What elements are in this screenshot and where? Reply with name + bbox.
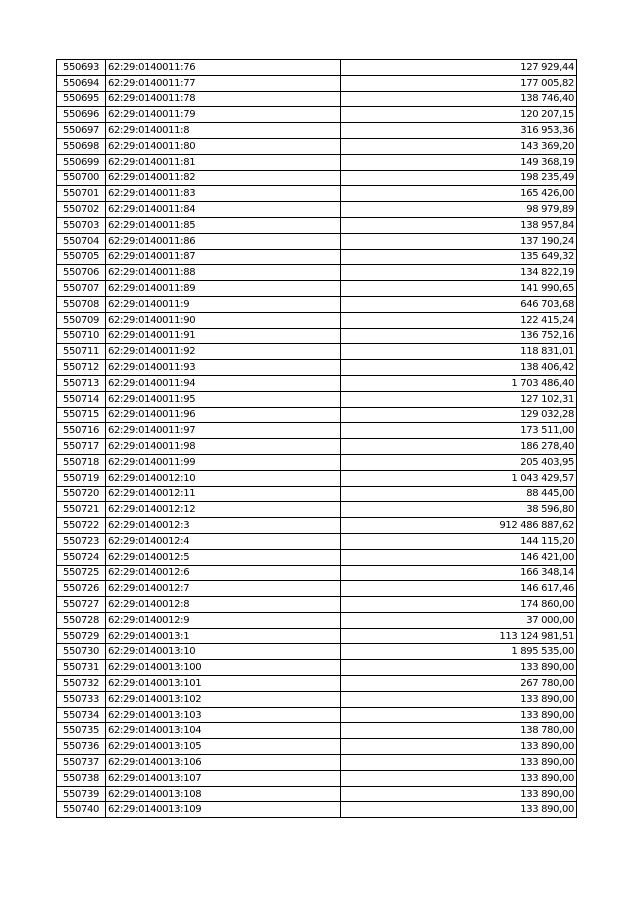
row-number-cell: 550740 (57, 802, 106, 818)
table-row (57, 786, 577, 802)
cadastral-number-cell: 62:29:0140013:107 (106, 770, 341, 786)
table-row (57, 691, 577, 707)
cadastral-value-cell: 127 102,31 (341, 391, 577, 407)
table-row (57, 391, 577, 407)
cadastral-number-cell: 62:29:0140012:9 (106, 612, 341, 628)
table-row (57, 170, 577, 186)
row-number-cell: 550719 (57, 470, 106, 486)
table-row (57, 660, 577, 676)
row-number-cell: 550720 (57, 486, 106, 502)
table-row (57, 312, 577, 328)
cadastral-number-cell: 62:29:0140011:86 (106, 233, 341, 249)
row-number-cell: 550717 (57, 439, 106, 455)
row-number-cell: 550712 (57, 360, 106, 376)
cadastral-number-cell: 62:29:0140011:89 (106, 281, 341, 297)
cadastral-value-cell: 1 703 486,40 (341, 375, 577, 391)
cadastral-number-cell: 62:29:0140013:108 (106, 786, 341, 802)
row-number-cell: 550702 (57, 202, 106, 218)
row-number-cell: 550739 (57, 786, 106, 802)
row-number-cell: 550732 (57, 676, 106, 692)
row-number-cell: 550710 (57, 328, 106, 344)
cadastral-number-cell: 62:29:0140013:100 (106, 660, 341, 676)
row-number-cell: 550700 (57, 170, 106, 186)
cadastral-value-cell: 133 890,00 (341, 755, 577, 771)
row-number-cell: 550733 (57, 691, 106, 707)
cadastral-number-cell: 62:29:0140011:85 (106, 217, 341, 233)
cadastral-number-cell: 62:29:0140013:106 (106, 755, 341, 771)
table-row (57, 612, 577, 628)
table-row (57, 91, 577, 107)
row-number-cell: 550694 (57, 75, 106, 91)
cadastral-number-cell: 62:29:0140011:83 (106, 186, 341, 202)
table-row (57, 249, 577, 265)
cadastral-number-cell: 62:29:0140011:76 (106, 60, 341, 76)
cadastral-number-cell: 62:29:0140013:103 (106, 707, 341, 723)
cadastral-value-cell: 133 890,00 (341, 770, 577, 786)
cadastral-number-cell: 62:29:0140013:1 (106, 628, 341, 644)
cadastral-value-cell: 186 278,40 (341, 439, 577, 455)
table-row (57, 375, 577, 391)
table-row (57, 454, 577, 470)
cadastral-value-cell: 267 780,00 (341, 676, 577, 692)
cadastral-number-cell: 62:29:0140011:90 (106, 312, 341, 328)
cadastral-value-cell: 646 703,68 (341, 296, 577, 312)
cadastral-number-cell: 62:29:0140012:7 (106, 581, 341, 597)
cadastral-number-cell: 62:29:0140013:10 (106, 644, 341, 660)
table-row (57, 344, 577, 360)
row-number-cell: 550709 (57, 312, 106, 328)
row-number-cell: 550716 (57, 423, 106, 439)
cadastral-number-cell: 62:29:0140013:109 (106, 802, 341, 818)
table-row (57, 597, 577, 613)
row-number-cell: 550718 (57, 454, 106, 470)
cadastral-value-cell: 1 895 535,00 (341, 644, 577, 660)
table-row (57, 265, 577, 281)
row-number-cell: 550721 (57, 502, 106, 518)
cadastral-value-cell: 133 890,00 (341, 660, 577, 676)
cadastral-number-cell: 62:29:0140013:105 (106, 739, 341, 755)
row-number-cell: 550711 (57, 344, 106, 360)
row-number-cell: 550696 (57, 107, 106, 123)
cadastral-number-cell: 62:29:0140012:12 (106, 502, 341, 518)
cadastral-number-cell: 62:29:0140013:102 (106, 691, 341, 707)
row-number-cell: 550707 (57, 281, 106, 297)
cadastral-value-cell: 138 780,00 (341, 723, 577, 739)
table-row (57, 186, 577, 202)
table-row (57, 470, 577, 486)
table-row (57, 328, 577, 344)
row-number-cell: 550708 (57, 296, 106, 312)
table-row (57, 502, 577, 518)
cadastral-number-cell: 62:29:0140011:95 (106, 391, 341, 407)
cadastral-value-cell: 174 860,00 (341, 597, 577, 613)
row-number-cell: 550730 (57, 644, 106, 660)
cadastral-number-cell: 62:29:0140011:88 (106, 265, 341, 281)
table-row (57, 581, 577, 597)
cadastral-value-cell: 133 890,00 (341, 786, 577, 802)
cadastral-value-cell: 198 235,49 (341, 170, 577, 186)
row-number-cell: 550693 (57, 60, 106, 76)
cadastral-number-cell: 62:29:0140012:10 (106, 470, 341, 486)
table-row (57, 123, 577, 139)
cadastral-number-cell: 62:29:0140011:96 (106, 407, 341, 423)
cadastral-number-cell: 62:29:0140011:79 (106, 107, 341, 123)
cadastral-value-cell: 129 032,28 (341, 407, 577, 423)
cadastral-number-cell: 62:29:0140012:3 (106, 518, 341, 534)
row-number-cell: 550703 (57, 217, 106, 233)
cadastral-value-table (56, 59, 577, 818)
table-row (57, 296, 577, 312)
table-body (57, 60, 577, 818)
cadastral-value-cell: 146 421,00 (341, 549, 577, 565)
cadastral-number-cell: 62:29:0140013:104 (106, 723, 341, 739)
row-number-cell: 550722 (57, 518, 106, 534)
cadastral-value-cell: 136 752,16 (341, 328, 577, 344)
table-row (57, 486, 577, 502)
table-row (57, 407, 577, 423)
cadastral-number-cell: 62:29:0140011:94 (106, 375, 341, 391)
cadastral-value-cell: 138 406,42 (341, 360, 577, 376)
cadastral-number-cell: 62:29:0140011:93 (106, 360, 341, 376)
cadastral-number-cell: 62:29:0140011:91 (106, 328, 341, 344)
row-number-cell: 550728 (57, 612, 106, 628)
table-row (57, 423, 577, 439)
row-number-cell: 550737 (57, 755, 106, 771)
table-row (57, 739, 577, 755)
table-row (57, 628, 577, 644)
cadastral-number-cell: 62:29:0140013:101 (106, 676, 341, 692)
table-row (57, 565, 577, 581)
cadastral-value-cell: 127 929,44 (341, 60, 577, 76)
cadastral-value-cell: 316 953,36 (341, 123, 577, 139)
row-number-cell: 550704 (57, 233, 106, 249)
cadastral-value-cell: 113 124 981,51 (341, 628, 577, 644)
row-number-cell: 550725 (57, 565, 106, 581)
cadastral-value-cell: 135 649,32 (341, 249, 577, 265)
cadastral-value-cell: 177 005,82 (341, 75, 577, 91)
cadastral-value-cell: 146 617,46 (341, 581, 577, 597)
table-row (57, 202, 577, 218)
cadastral-number-cell: 62:29:0140011:98 (106, 439, 341, 455)
cadastral-value-cell: 149 368,19 (341, 154, 577, 170)
table-row (57, 154, 577, 170)
row-number-cell: 550727 (57, 597, 106, 613)
cadastral-number-cell: 62:29:0140011:87 (106, 249, 341, 265)
row-number-cell: 550705 (57, 249, 106, 265)
cadastral-value-cell: 118 831,01 (341, 344, 577, 360)
row-number-cell: 550697 (57, 123, 106, 139)
table-row (57, 802, 577, 818)
row-number-cell: 550735 (57, 723, 106, 739)
table-row (57, 676, 577, 692)
cadastral-value-cell: 120 207,15 (341, 107, 577, 123)
row-number-cell: 550736 (57, 739, 106, 755)
cadastral-number-cell: 62:29:0140011:78 (106, 91, 341, 107)
row-number-cell: 550715 (57, 407, 106, 423)
cadastral-value-cell: 1 043 429,57 (341, 470, 577, 486)
table-row (57, 723, 577, 739)
cadastral-value-cell: 138 957,84 (341, 217, 577, 233)
cadastral-value-cell: 137 190,24 (341, 233, 577, 249)
table-row (57, 60, 577, 76)
cadastral-number-cell: 62:29:0140012:6 (106, 565, 341, 581)
cadastral-value-cell: 143 369,20 (341, 138, 577, 154)
cadastral-value-cell: 165 426,00 (341, 186, 577, 202)
table-row (57, 770, 577, 786)
cadastral-value-cell: 98 979,89 (341, 202, 577, 218)
table-row (57, 707, 577, 723)
cadastral-value-cell: 133 890,00 (341, 739, 577, 755)
cadastral-value-cell: 88 445,00 (341, 486, 577, 502)
cadastral-number-cell: 62:29:0140011:82 (106, 170, 341, 186)
cadastral-value-cell: 166 348,14 (341, 565, 577, 581)
cadastral-number-cell: 62:29:0140012:11 (106, 486, 341, 502)
cadastral-number-cell: 62:29:0140012:8 (106, 597, 341, 613)
table-row (57, 549, 577, 565)
row-number-cell: 550699 (57, 154, 106, 170)
table-row (57, 755, 577, 771)
row-number-cell: 550698 (57, 138, 106, 154)
row-number-cell: 550706 (57, 265, 106, 281)
table-row (57, 439, 577, 455)
row-number-cell: 550738 (57, 770, 106, 786)
row-number-cell: 550731 (57, 660, 106, 676)
cadastral-number-cell: 62:29:0140011:77 (106, 75, 341, 91)
cadastral-number-cell: 62:29:0140011:9 (106, 296, 341, 312)
table-row (57, 533, 577, 549)
cadastral-value-cell: 122 415,24 (341, 312, 577, 328)
table-row (57, 217, 577, 233)
row-number-cell: 550701 (57, 186, 106, 202)
row-number-cell: 550726 (57, 581, 106, 597)
cadastral-value-cell: 38 596,80 (341, 502, 577, 518)
table-row (57, 138, 577, 154)
cadastral-number-cell: 62:29:0140011:99 (106, 454, 341, 470)
cadastral-number-cell: 62:29:0140012:4 (106, 533, 341, 549)
table-row (57, 107, 577, 123)
table-row (57, 518, 577, 534)
cadastral-value-cell: 205 403,95 (341, 454, 577, 470)
row-number-cell: 550723 (57, 533, 106, 549)
cadastral-value-cell: 173 511,00 (341, 423, 577, 439)
cadastral-value-cell: 37 000,00 (341, 612, 577, 628)
row-number-cell: 550713 (57, 375, 106, 391)
cadastral-number-cell: 62:29:0140011:8 (106, 123, 341, 139)
cadastral-number-cell: 62:29:0140011:84 (106, 202, 341, 218)
table-row (57, 75, 577, 91)
table-row (57, 281, 577, 297)
cadastral-value-cell: 141 990,65 (341, 281, 577, 297)
cadastral-value-cell: 133 890,00 (341, 802, 577, 818)
cadastral-value-cell: 138 746,40 (341, 91, 577, 107)
cadastral-value-cell: 144 115,20 (341, 533, 577, 549)
row-number-cell: 550695 (57, 91, 106, 107)
cadastral-number-cell: 62:29:0140012:5 (106, 549, 341, 565)
row-number-cell: 550724 (57, 549, 106, 565)
row-number-cell: 550714 (57, 391, 106, 407)
cadastral-number-cell: 62:29:0140011:80 (106, 138, 341, 154)
cadastral-value-cell: 134 822,19 (341, 265, 577, 281)
cadastral-value-cell: 133 890,00 (341, 707, 577, 723)
cadastral-number-cell: 62:29:0140011:81 (106, 154, 341, 170)
cadastral-value-cell: 133 890,00 (341, 691, 577, 707)
table-row (57, 233, 577, 249)
table-row (57, 360, 577, 376)
cadastral-number-cell: 62:29:0140011:92 (106, 344, 341, 360)
table-row (57, 644, 577, 660)
cadastral-value-cell: 912 486 887,62 (341, 518, 577, 534)
cadastral-number-cell: 62:29:0140011:97 (106, 423, 341, 439)
row-number-cell: 550734 (57, 707, 106, 723)
row-number-cell: 550729 (57, 628, 106, 644)
